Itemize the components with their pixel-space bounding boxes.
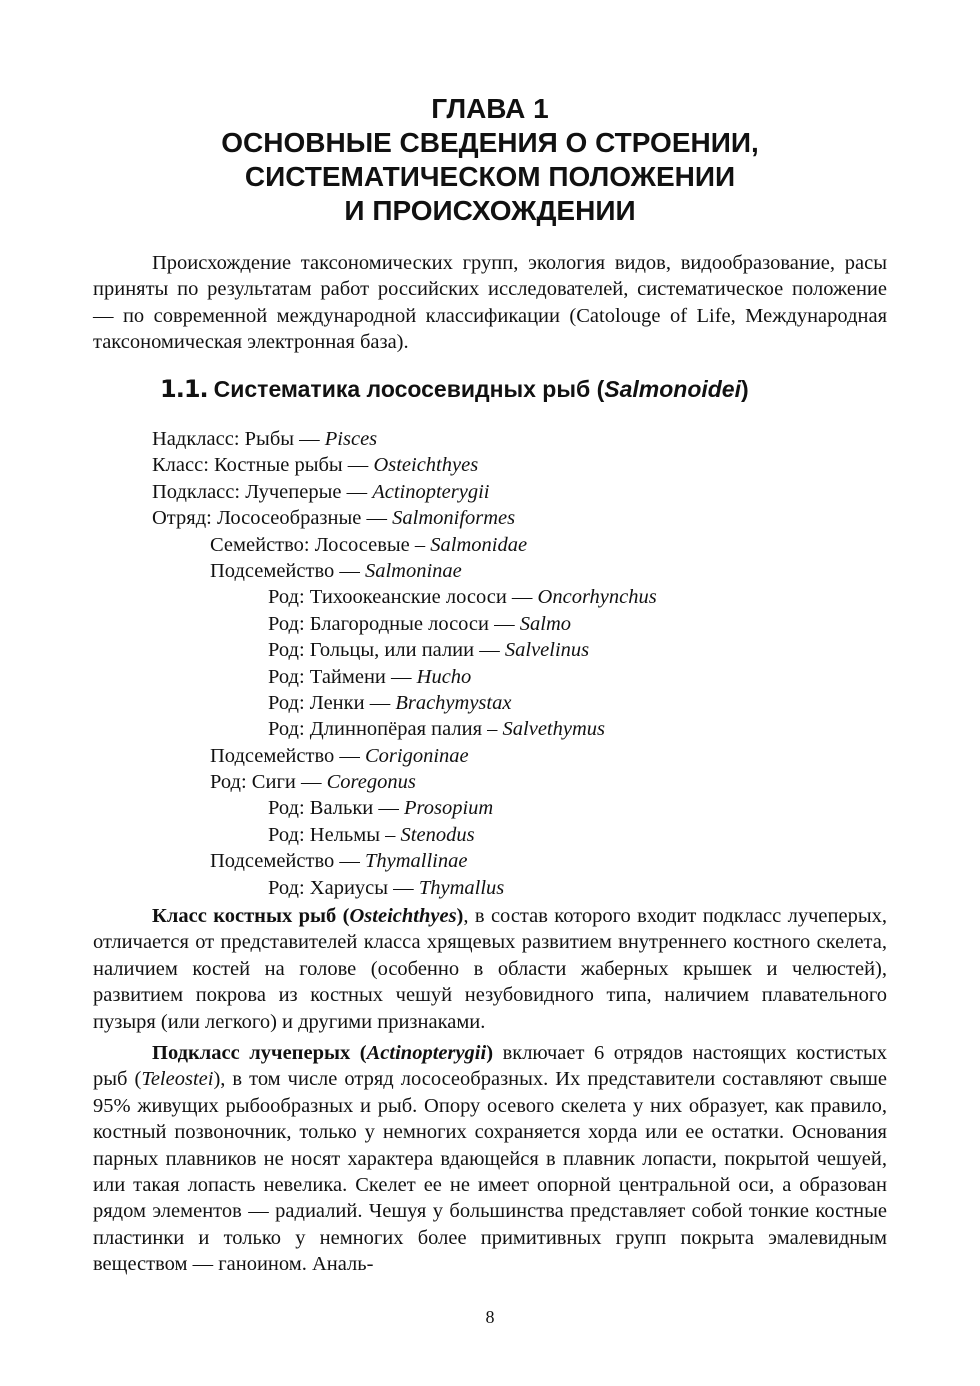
taxonomy-row (152, 716, 892, 742)
paragraph-text: , в состав которого входит подкласс лучеперых, отличается от представителей класса хрящевых развитием внутреннего костного скелета, наличием костей на голове (особенно в области жаберных крышек и челюстей), развитием покрова из костных чешуй незубовидного типа, наличием плавательного пузыря (или легкого) и другими признаками. (93, 905, 888, 1033)
intro-paragraph: Происхождение таксономических групп, экология видов, видообразование, расы приняты по результатам работ российских исследователей, систематическое положение — по современной международной классификации (Catolouge of Life, Международная таксономическая электронная база). (93, 252, 887, 354)
taxonomy-row (152, 452, 892, 478)
taxonomy-row (152, 769, 892, 795)
taxon-label: Род: Тихоокеанские лососи — (268, 586, 538, 609)
paragraph-lead-latin: Osteichthyes (349, 905, 457, 927)
taxonomy-row (152, 848, 892, 874)
chapter-number: ГЛАВА 1 (431, 93, 549, 124)
taxon-latin: Hucho (416, 665, 472, 688)
taxonomy-row (152, 822, 892, 848)
paragraph-actinopterygii (93, 1040, 887, 1278)
taxon-label: Род: Сиги — (210, 771, 327, 794)
taxon-label: Род: Хариусы — (268, 876, 419, 899)
taxon-latin: Brachymystax (395, 691, 512, 714)
taxon-label: Род: Ленки — (268, 691, 396, 714)
taxonomy-row (152, 558, 892, 584)
paragraph-osteichthyes (93, 903, 887, 1035)
taxon-latin: Prosopium (404, 797, 494, 820)
taxon-latin: Coregonus (326, 771, 416, 794)
body-text (93, 903, 887, 1278)
paragraph-text-latin: Teleostei (141, 1068, 214, 1091)
taxon-latin: Oncorhynchus (537, 586, 657, 609)
taxon-label: Отряд: Лососеобразные — (152, 507, 393, 530)
paragraph-lead: Подкласс лучеперых ( (152, 1042, 367, 1065)
taxon-label: Надкласс: Рыбы — (152, 428, 325, 450)
chapter-title-line: И ПРОИСХОЖДЕНИИ (344, 195, 636, 226)
taxon-label: Род: Нельмы – (268, 823, 401, 846)
taxon-latin: Thymallinae (364, 850, 468, 873)
taxonomy-row (152, 426, 892, 452)
paragraph-text: включает 6 отрядов настоящих костистых рыб ( (93, 1042, 887, 1091)
taxon-latin: Pisces (324, 428, 378, 450)
chapter-title-line: СИСТЕМАТИЧЕСКОМ ПОЛОЖЕНИИ (244, 161, 736, 192)
taxon-label: Род: Гольцы, или палии — (268, 639, 505, 662)
taxon-latin: Salmo (519, 612, 572, 635)
taxonomy-row (152, 611, 892, 637)
taxon-latin: Osteichthyes (373, 454, 479, 477)
taxon-latin: Thymallus (418, 876, 505, 899)
taxon-label: Род: Таймени — (268, 665, 417, 688)
taxon-label: Класс: Костные рыбы — (152, 454, 374, 477)
section-title-close: ) (741, 376, 749, 402)
taxonomy-row (152, 743, 892, 769)
paragraph-lead-close: ) (456, 905, 464, 927)
taxon-latin: Salmoniformes (392, 507, 516, 530)
taxonomy-row (152, 637, 892, 663)
taxonomy-row (152, 690, 892, 716)
taxon-latin: Salvethymus (502, 718, 606, 741)
taxonomy-row (152, 664, 892, 690)
taxonomy-list (152, 426, 892, 901)
taxonomy-row (152, 532, 892, 558)
taxon-latin: Salvelinus (504, 639, 590, 662)
taxon-latin: Salmonidae (430, 533, 528, 556)
taxon-label: Подкласс: Лучеперые — (152, 480, 373, 503)
taxon-latin: Actinopterygii (372, 480, 490, 503)
intro-block (93, 250, 887, 356)
chapter-title (0, 92, 980, 228)
page-number: 8 (485, 1307, 495, 1327)
taxonomy-row (152, 505, 892, 531)
taxon-label: Семейство: Лососевые – (210, 533, 431, 556)
section-title: Систематика лососевидных рыб ( (213, 376, 605, 402)
taxon-latin: Salmoninae (364, 559, 462, 582)
taxon-label: Подсемейство — (210, 744, 365, 767)
paragraph-text: ), в том числе отряд лососеобразных. Их представители составляют свыше 95% живущих рыбообразных и рыб. Опору осевого скелета у них образует, как правило, костный позвоночник, только у немногих сохраняется хорда или ее остатки. Основания парных плавников не носят характера вдающейся в плавник лопасти, покрытой чешуей, или такая лопасть невелика. Скелет ее не имеет опорной центральной оси, а образован рядом элементов — радиалий. Чешуя у большинства представляет собой тонкие костные пластинки и только у немногих более примитивных групп покрыта эмалевидным веществом — ганоином. Аналь- (93, 1068, 888, 1276)
taxon-label: Род: Вальки — (268, 797, 405, 820)
paragraph-lead-close: ) (486, 1042, 494, 1065)
taxon-label: Подсемейство — (210, 850, 365, 873)
section-heading (160, 374, 749, 404)
taxon-label: Подсемейство — (210, 559, 365, 582)
chapter-title-line: ОСНОВНЫЕ СВЕДЕНИЯ О СТРОЕНИИ, (221, 127, 759, 158)
paragraph-lead: Класс костных рыб ( (152, 905, 350, 927)
taxonomy-row (152, 584, 892, 610)
taxonomy-row (152, 875, 892, 901)
taxonomy-row (152, 479, 892, 505)
taxon-label: Род: Благородные лососи — (268, 612, 520, 635)
section-number: 1.1. (160, 375, 208, 403)
taxon-latin: Stenodus (400, 823, 475, 846)
section-title-latin: Salmonoidei (604, 376, 741, 402)
taxon-label: Род: Длиннопёрая палия – (268, 718, 503, 741)
taxon-latin: Corigoninae (364, 744, 469, 767)
paragraph-lead-latin: Actinopterygii (366, 1042, 487, 1065)
taxonomy-row (152, 795, 892, 821)
